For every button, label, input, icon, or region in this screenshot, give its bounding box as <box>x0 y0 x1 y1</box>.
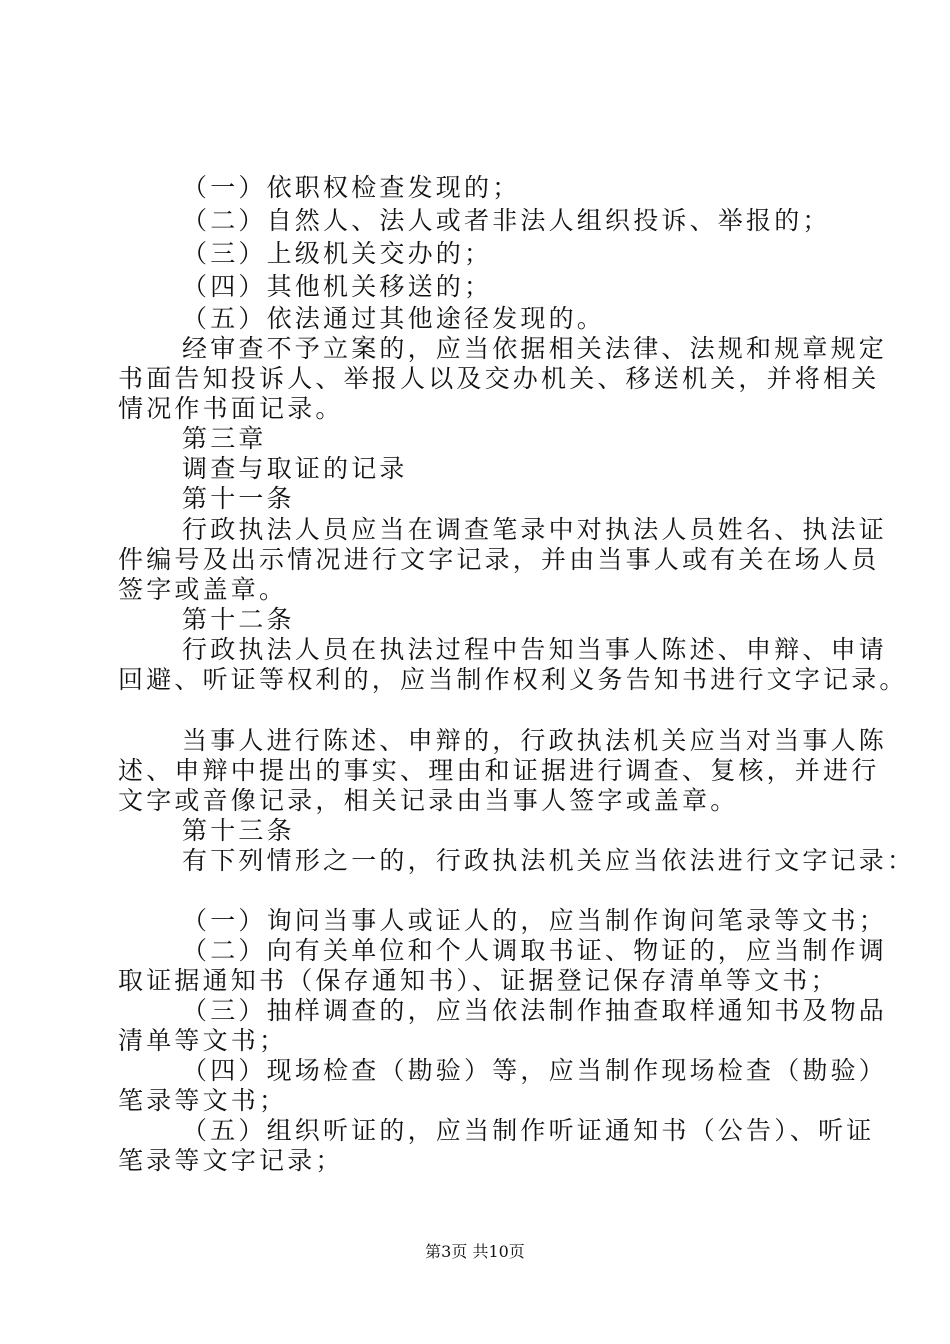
text-line: （二）自然人、法人或者非法人组织投诉、举报的； <box>182 206 831 235</box>
article-heading: 第十三条 <box>182 816 295 845</box>
text-line: （三）抽样调查的，应当依法制作抽查取样通知书及物品 <box>182 996 888 1025</box>
text-line: 签字或盖章。 <box>118 575 288 604</box>
text-line: 件编号及出示情况进行文字记录，并由当事人或有关在场人员 <box>118 545 880 574</box>
page-footer: 第3页 共10页 <box>425 1242 525 1261</box>
text-line: 取证据通知书（保存通知书）、证据登记保存清单等文书； <box>118 966 839 995</box>
article-heading: 第十二条 <box>182 605 295 634</box>
text-line: 书面告知投诉人、举报人以及交办机关、移送机关，并将相关 <box>118 364 880 393</box>
text-line: 行政执法人员在执法过程中告知当事人陈述、申辩、申请 <box>182 635 888 664</box>
text-line: 笔录等文字记录； <box>118 1146 344 1175</box>
text-line: 经审查不予立案的，应当依据相关法律、法规和规章规定 <box>182 334 888 363</box>
text-line: （三）上级机关交办的； <box>182 239 493 268</box>
text-line: 回避、听证等权利的，应当制作权利义务告知书进行文字记录。 <box>118 665 908 694</box>
text-line: 行政执法人员应当在调查笔录中对执法人员姓名、执法证 <box>182 515 888 544</box>
article-heading: 第十一条 <box>182 484 295 513</box>
text-line: 文字或音像记录，相关记录由当事人签字或盖章。 <box>118 786 739 815</box>
text-line: （五）依法通过其他途径发现的。 <box>182 304 606 333</box>
chapter-title: 调查与取证的记录 <box>182 454 408 483</box>
chapter-heading: 第三章 <box>182 424 267 453</box>
text-line: （五）组织听证的，应当制作听证通知书（公告）、听证 <box>182 1116 875 1145</box>
text-line: 当事人进行陈述、申辩的，行政执法机关应当对当事人陈 <box>182 726 888 755</box>
text-line: 笔录等文书； <box>118 1086 288 1115</box>
text-line: （四）现场检查（勘验）等，应当制作现场检查（勘验） <box>182 1056 888 1085</box>
text-line: 情况作书面记录。 <box>118 394 344 423</box>
text-line: （四）其他机关移送的； <box>182 272 493 301</box>
text-line: 有下列情形之一的，行政执法机关应当依法进行文字记录： <box>182 846 916 875</box>
text-line: （一）依职权检查发现的； <box>182 173 521 202</box>
text-line: 述、申辩中提出的事实、理由和证据进行调查、复核，并进行 <box>118 756 880 785</box>
text-line: （一）询问当事人或证人的，应当制作询问笔录等文书； <box>182 906 888 935</box>
text-line: 清单等文书； <box>118 1026 288 1055</box>
text-line: （二）向有关单位和个人调取书证、物证的，应当制作调 <box>182 936 888 965</box>
